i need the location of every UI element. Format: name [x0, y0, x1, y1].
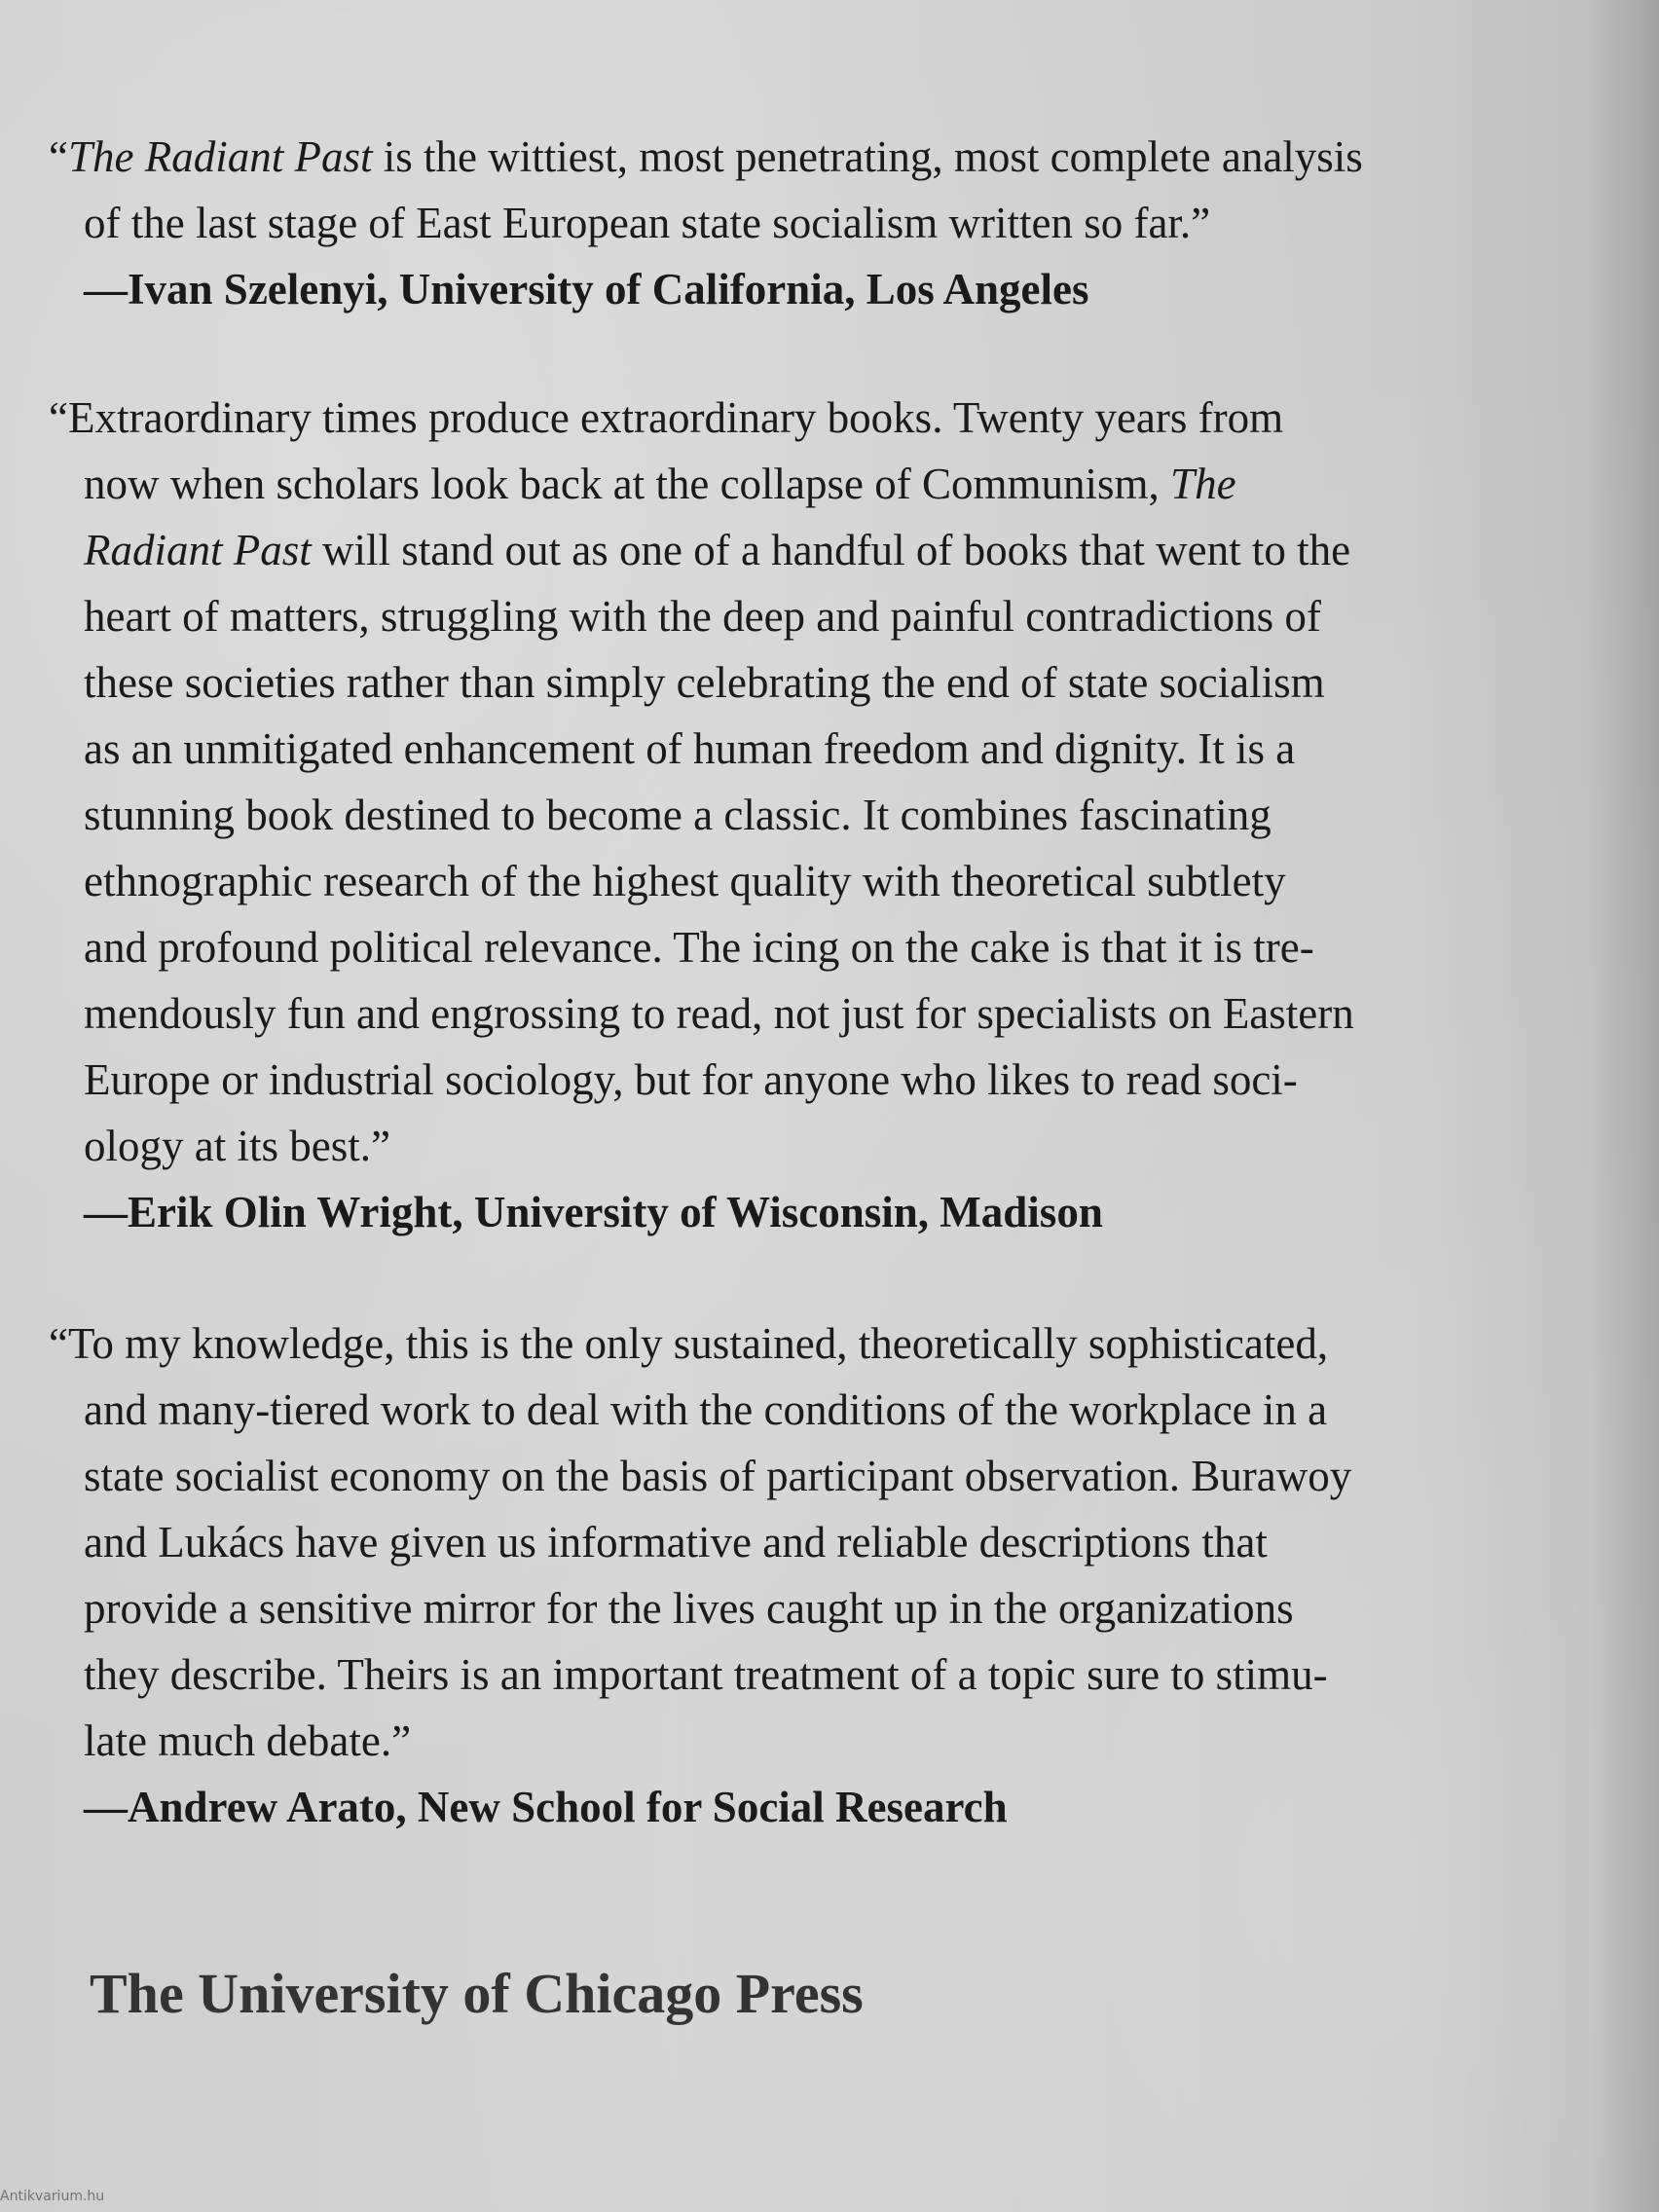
blurb-line [49, 124, 1587, 190]
blurb-wright [49, 385, 1587, 1245]
blurb-text: To my knowledge, this is the only sustained, theoretically sophisticated, [67, 1319, 1329, 1368]
page-edge-shadow [1591, 0, 1659, 2212]
blurb-line: state socialist economy on the basis of participant observation. Burawoy [84, 1452, 1352, 1500]
book-title-italic: The Radiant Past [67, 132, 373, 181]
blurb-line: heart of matters, struggling with the deep and painful contradictions of [84, 592, 1321, 641]
blurb-line: of the last stage of East European state socialism written so far.” [84, 199, 1211, 247]
blurb-attribution: —Andrew Arato, New School for Social Research [84, 1783, 1008, 1831]
open-quote-mark: “ [49, 132, 68, 181]
blurb-attribution: —Erik Olin Wright, University of Wisconsin, Madison [84, 1188, 1103, 1236]
blurb-line [49, 451, 1587, 517]
blurb-line: stunning book destined to become a classic. It combines fascinating [84, 791, 1272, 839]
watermark: Antikvarium.hu [0, 2189, 105, 2204]
blurb-text: Extraordinary times produce extraordinary books. Twenty years from [67, 393, 1284, 442]
blurb-line: late much debate.” [84, 1716, 412, 1765]
blurb-line: Europe or industrial sociology, but for anyone who likes to read soci- [84, 1055, 1298, 1104]
blurb-attribution: —Ivan Szelenyi, University of California, Los Angeles [84, 265, 1089, 313]
blurb-line: and Lukács have given us informative and reliable descriptions that [84, 1518, 1268, 1567]
blurb-line [49, 1310, 1587, 1377]
blurb-line: ology at its best.” [84, 1122, 390, 1170]
blurb-line: they describe. Theirs is an important treatment of a topic sure to stimu- [84, 1650, 1328, 1699]
open-quote-mark: “ [49, 1319, 68, 1368]
blurb-line: ethnographic research of the highest quality with theoretical subtlety [84, 857, 1286, 905]
book-title-italic: The [1170, 460, 1236, 508]
blurb-szelenyi [49, 124, 1587, 322]
blurb-arato [49, 1310, 1587, 1840]
blurb-text: will stand out as one of a handful of books that went to the [311, 526, 1351, 574]
blurb-line [49, 385, 1587, 451]
blurb-line: as an unmitigated enhancement of human freedom and dignity. It is a [84, 724, 1296, 773]
blurb-line: and many-tiered work to deal with the conditions of the workplace in a [84, 1385, 1328, 1434]
blurb-line: and profound political relevance. The icing on the cake is that it is tre- [84, 923, 1314, 972]
book-title-italic: Radiant Past [84, 526, 312, 574]
open-quote-mark: “ [49, 393, 68, 442]
blurb-text: is the wittiest, most penetrating, most complete analysis [372, 132, 1363, 181]
blurb-line: these societies rather than simply celebrating the end of state socialism [84, 658, 1325, 707]
blurb-line: provide a sensitive mirror for the lives caught up in the organizations [84, 1584, 1294, 1633]
blurb-line [49, 517, 1587, 583]
blurb-text: now when scholars look back at the collapse of Communism, [84, 460, 1171, 508]
publisher-imprint: The University of Chicago Press [90, 1962, 864, 2025]
blurb-line: mendously fun and engrossing to read, not just for specialists on Eastern [84, 989, 1354, 1038]
